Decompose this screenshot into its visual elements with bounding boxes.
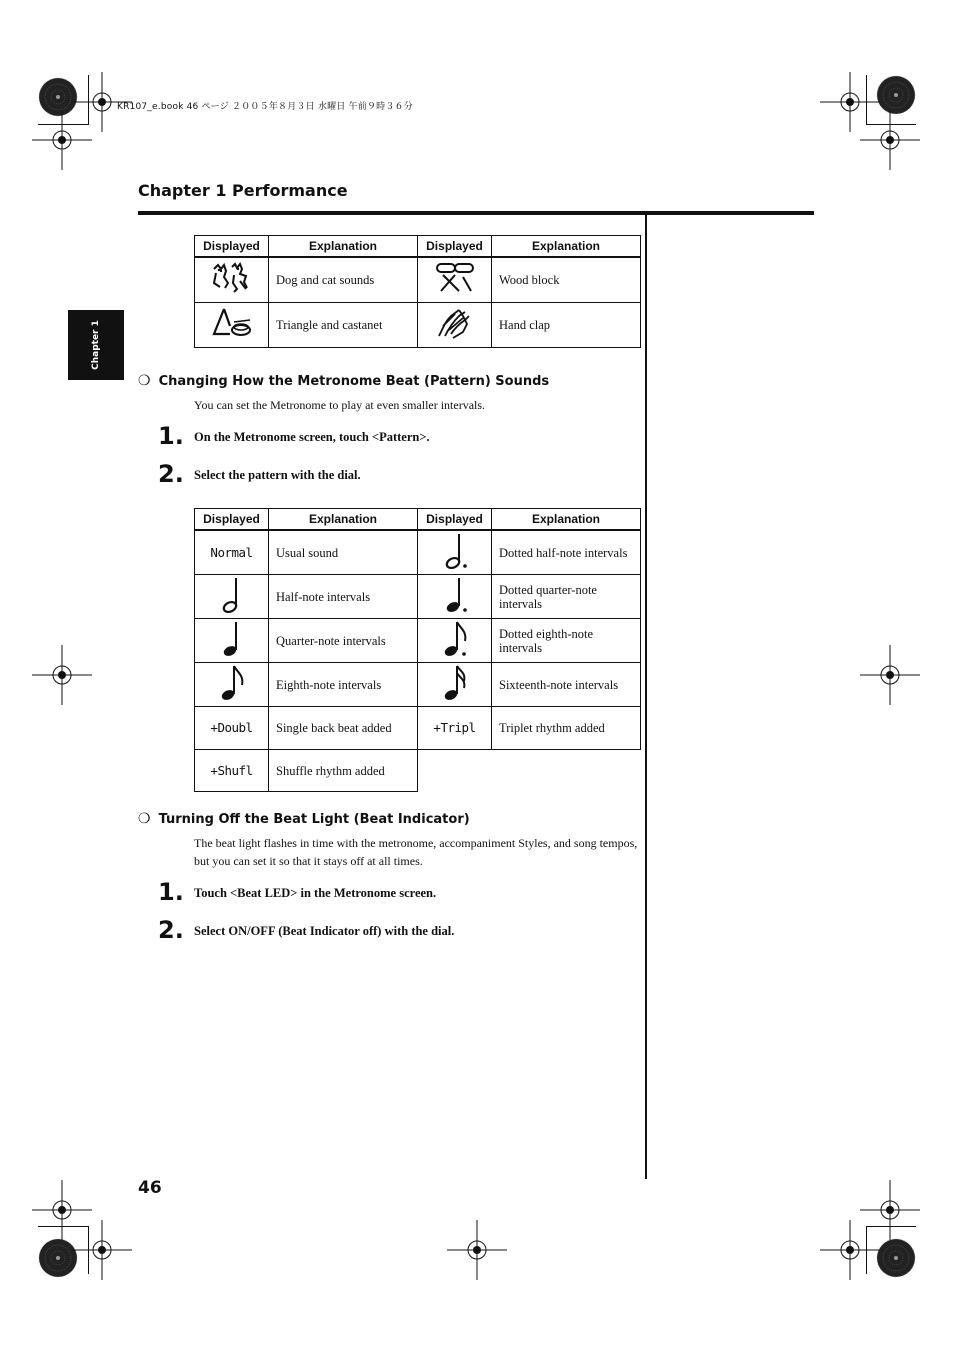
step-text: On the Metronome screen, touch <Pattern>. xyxy=(194,430,430,444)
trim-line xyxy=(866,75,867,125)
col-header-displayed: Displayed xyxy=(195,236,269,258)
displayed-text: Normal xyxy=(195,530,269,575)
explanation-cell: Eighth-note intervals xyxy=(269,663,418,707)
displayed-cell xyxy=(195,257,269,302)
displayed-cell xyxy=(418,663,492,707)
header-rule xyxy=(138,211,814,215)
eighth-note-icon xyxy=(217,663,247,703)
step-text: Touch <Beat LED> in the Metronome screen. xyxy=(194,886,437,900)
side-tab-label: Chapter 1 xyxy=(91,320,101,370)
sixteenth-note-icon xyxy=(440,663,470,703)
dotted-quarter-note-icon xyxy=(440,575,470,615)
trim-line xyxy=(38,124,88,125)
pattern-table xyxy=(194,508,641,792)
print-info: KR107_e.book 46 ページ ２００５年８月３日 水曜日 午前９時３６分 xyxy=(117,102,413,112)
step-number: 2. xyxy=(158,916,184,944)
chapter-heading: Chapter 1 Performance xyxy=(138,181,348,200)
displayed-cell xyxy=(195,663,269,707)
col-header-explanation: Explanation xyxy=(269,509,418,531)
hand-clap-icon xyxy=(433,306,477,340)
col-header-displayed: Displayed xyxy=(418,509,492,531)
displayed-cell xyxy=(418,575,492,619)
table-row xyxy=(195,530,641,575)
trim-line xyxy=(88,75,89,125)
table-row xyxy=(195,663,641,707)
explanation-cell: Dog and cat sounds xyxy=(269,257,418,302)
empty-cell xyxy=(418,750,641,792)
explanation-cell: Wood block xyxy=(492,257,641,302)
explanation-cell: Half-note intervals xyxy=(269,575,418,619)
dotted-eighth-note-icon xyxy=(440,619,470,659)
section-heading xyxy=(138,811,470,827)
displayed-cell xyxy=(195,302,269,347)
explanation-cell: Dotted half-note intervals xyxy=(492,530,641,575)
section-title: Changing How the Metronome Beat (Pattern) Sounds xyxy=(158,374,550,389)
trim-line xyxy=(866,1226,916,1227)
crop-mark-icon xyxy=(447,1220,507,1280)
wood-block-icon xyxy=(433,261,477,295)
circle-bullet-icon: ❍ xyxy=(138,811,151,827)
explanation-cell: Quarter-note intervals xyxy=(269,619,418,663)
col-header-explanation: Explanation xyxy=(492,236,641,258)
crop-mark-icon xyxy=(32,645,92,705)
table-header-row xyxy=(195,509,641,531)
displayed-text: +Tripl xyxy=(418,707,492,750)
page-number: 46 xyxy=(138,1178,162,1198)
table-row xyxy=(195,619,641,663)
explanation-cell: Hand clap xyxy=(492,302,641,347)
col-header-explanation: Explanation xyxy=(269,236,418,258)
registration-mark-icon xyxy=(876,1238,916,1278)
displayed-cell xyxy=(418,302,492,347)
dotted-half-note-icon xyxy=(440,531,470,571)
step-number: 1. xyxy=(158,878,184,906)
quarter-note-icon xyxy=(217,619,247,659)
circle-bullet-icon: ❍ xyxy=(138,373,151,389)
crop-mark-icon xyxy=(32,110,92,170)
trim-line xyxy=(866,124,916,125)
explanation-cell: Single back beat added xyxy=(269,707,418,750)
displayed-cell xyxy=(418,257,492,302)
col-header-displayed: Displayed xyxy=(418,236,492,258)
explanation-cell: Triplet rhythm added xyxy=(492,707,641,750)
step-number: 2. xyxy=(158,460,184,488)
table-row xyxy=(195,302,641,347)
explanation-cell: Dotted quarter-note intervals xyxy=(492,575,641,619)
side-tab xyxy=(68,310,124,380)
crop-mark-icon xyxy=(860,110,920,170)
dog-and-cat-icon xyxy=(210,261,254,295)
crop-mark-icon xyxy=(860,1180,920,1240)
triangle-castanet-icon xyxy=(210,306,254,340)
column-rule xyxy=(645,215,647,1179)
step-text: Select ON/OFF (Beat Indicator off) with the dial. xyxy=(194,924,455,938)
trim-line xyxy=(38,1226,88,1227)
step-text: Select the pattern with the dial. xyxy=(194,468,361,482)
section-title: Turning Off the Beat Light (Beat Indicator) xyxy=(158,812,470,827)
section-heading xyxy=(138,373,549,389)
col-header-explanation: Explanation xyxy=(492,509,641,531)
explanation-cell: Triangle and castanet xyxy=(269,302,418,347)
explanation-cell: Usual sound xyxy=(269,530,418,575)
crop-mark-icon xyxy=(860,645,920,705)
section-paragraph: You can set the Metronome to play at even smaller intervals. xyxy=(194,398,486,412)
col-header-displayed: Displayed xyxy=(195,509,269,531)
instrument-sounds-table xyxy=(194,235,641,348)
displayed-text: +Shufl xyxy=(195,750,269,792)
displayed-cell xyxy=(418,619,492,663)
table-row xyxy=(195,750,641,792)
registration-mark-icon xyxy=(876,75,916,115)
trim-line xyxy=(866,1226,867,1274)
section-paragraph: The beat light flashes in time with the metronome, accompaniment Styles, and song tempos, but you can set it so that it stays off at all times. xyxy=(194,836,638,868)
table-header-row xyxy=(195,236,641,258)
displayed-cell xyxy=(195,619,269,663)
table-row xyxy=(195,257,641,302)
crop-mark-icon xyxy=(72,1220,132,1280)
table-row xyxy=(195,575,641,619)
table-row xyxy=(195,707,641,750)
explanation-cell: Dotted eighth-note intervals xyxy=(492,619,641,663)
trim-line xyxy=(88,1226,89,1274)
half-note-icon xyxy=(217,575,247,615)
explanation-cell: Sixteenth-note intervals xyxy=(492,663,641,707)
displayed-cell xyxy=(418,530,492,575)
displayed-cell xyxy=(195,575,269,619)
displayed-text: +Doubl xyxy=(195,707,269,750)
step-number: 1. xyxy=(158,422,184,450)
explanation-cell: Shuffle rhythm added xyxy=(269,750,418,792)
